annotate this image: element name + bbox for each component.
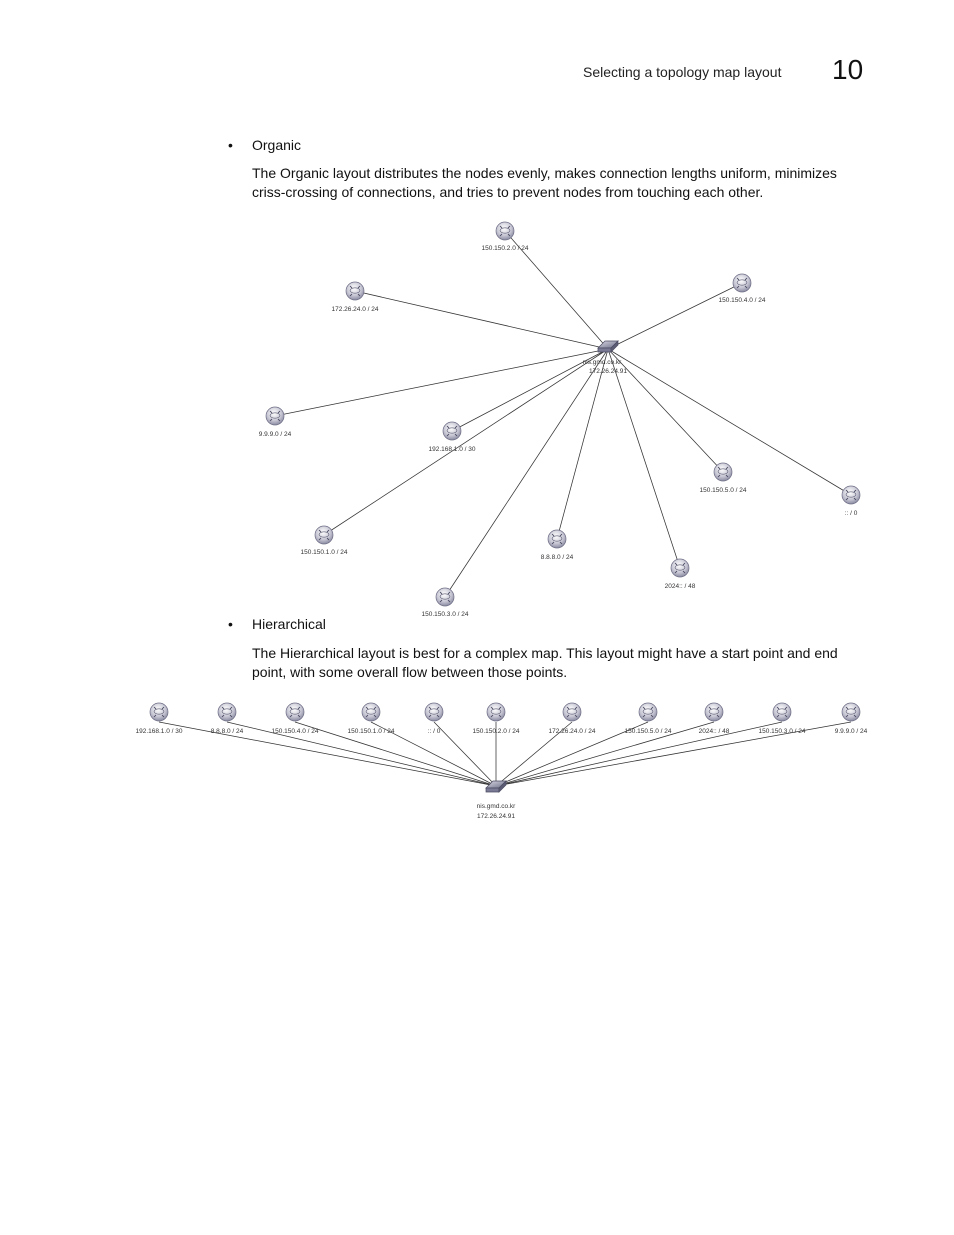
- switch-icon: [598, 341, 618, 352]
- hierarchical-node: [473, 703, 520, 735]
- organic-link: [275, 349, 608, 416]
- router-icon: [842, 703, 860, 721]
- hierarchical-node-label: 8.8.8.0 / 24: [210, 728, 244, 735]
- organic-node: [332, 282, 379, 313]
- hierarchical-node: [348, 703, 395, 735]
- hierarchical-node-label: :: / 0: [427, 728, 441, 735]
- router-icon: [548, 530, 566, 548]
- organic-node-label: 150.150.3.0 / 24: [421, 611, 469, 618]
- organic-node-label: 172.26.24.0 / 24: [331, 306, 379, 313]
- router-icon: [362, 703, 380, 721]
- router-icon: [425, 703, 443, 721]
- organic-node-label: 9.9.9.0 / 24: [258, 431, 292, 438]
- hierarchical-node-label: 9.9.9.0 / 24: [834, 728, 868, 735]
- router-icon: [443, 422, 461, 440]
- organic-heading: Organic: [252, 137, 302, 153]
- hierarchical-node-label: 150.150.2.0 / 24: [472, 728, 520, 735]
- organic-node: [842, 486, 860, 517]
- hierarchical-node: [549, 703, 596, 735]
- router-icon: [487, 703, 505, 721]
- hierarchical-node-label: 150.150.3.0 / 24: [758, 728, 806, 735]
- hierarchical-hub-name: nis.gmd.co.kr: [476, 803, 516, 810]
- organic-node-label: :: / 0: [844, 510, 858, 517]
- organic-node-label: 192.168.1.0 / 30: [428, 446, 476, 453]
- hierarchical-node-label: 172.26.24.0 / 24: [548, 728, 596, 735]
- organic-link: [355, 291, 608, 349]
- router-icon: [315, 526, 333, 544]
- router-icon: [705, 703, 723, 721]
- organic-hub: [583, 341, 628, 375]
- organic-hub-name: nis.gmd.co.kr: [582, 359, 622, 366]
- hierarchical-node-label: 150.150.4.0 / 24: [271, 728, 319, 735]
- organic-link: [608, 349, 680, 568]
- hierarchical-link: [159, 722, 496, 786]
- organic-node: [665, 559, 696, 590]
- hierarchical-node: [425, 703, 443, 735]
- hierarchical-map: [136, 703, 868, 820]
- chapter-number: 10: [832, 54, 864, 85]
- bullet-icon: •: [228, 137, 233, 153]
- router-icon: [714, 463, 732, 481]
- organic-map: [259, 222, 860, 618]
- bullet-icon: •: [228, 616, 233, 632]
- router-icon: [733, 274, 751, 292]
- hierarchical-hub-address: 172.26.24.91: [477, 813, 515, 820]
- organic-node: [700, 463, 747, 494]
- organic-node-label: 2024:: / 48: [664, 583, 696, 590]
- hierarchical-node-label: 150.150.1.0 / 24: [347, 728, 395, 735]
- hierarchical-node-label: 150.150.5.0 / 24: [624, 728, 672, 735]
- organic-hub-address: 172.26.24.91: [589, 368, 627, 375]
- organic-node: [541, 530, 574, 561]
- organic-node: [301, 526, 348, 556]
- hierarchical-description-line: The Hierarchical layout is best for a complex map. This layout might have a start point and end: [252, 645, 838, 661]
- router-icon: [842, 486, 860, 504]
- organic-description-line: The Organic layout distributes the nodes evenly, makes connection lengths uniform, minimizes: [252, 165, 837, 181]
- router-icon: [286, 703, 304, 721]
- router-icon: [496, 222, 514, 240]
- organic-link: [608, 283, 742, 349]
- organic-node: [422, 588, 469, 618]
- hierarchical-node-label: 2024:: / 48: [698, 728, 730, 735]
- organic-node-label: 8.8.8.0 / 24: [540, 554, 574, 561]
- organic-node-label: 150.150.2.0 / 24: [481, 245, 529, 252]
- hierarchical-heading: Hierarchical: [252, 616, 326, 632]
- organic-node-label: 150.150.5.0 / 24: [699, 487, 747, 494]
- router-icon: [346, 282, 364, 300]
- organic-node: [719, 274, 766, 304]
- organic-node-label: 150.150.4.0 / 24: [718, 297, 766, 304]
- hierarchical-hub: [477, 781, 516, 820]
- router-icon: [218, 703, 236, 721]
- hierarchical-link: [496, 722, 714, 786]
- router-icon: [773, 703, 791, 721]
- router-icon: [266, 407, 284, 425]
- organic-link: [445, 349, 608, 597]
- hierarchical-node: [272, 703, 319, 735]
- router-icon: [563, 703, 581, 721]
- running-header-title: Selecting a topology map layout: [583, 64, 782, 80]
- hierarchical-node: [835, 703, 868, 735]
- router-icon: [671, 559, 689, 577]
- organic-description-line: criss-crossing of connections, and tries to prevent nodes from touching each other.: [252, 184, 764, 200]
- hierarchical-node: [136, 703, 183, 735]
- hierarchical-node-label: 192.168.1.0 / 30: [135, 728, 183, 735]
- router-icon: [639, 703, 657, 721]
- organic-node: [429, 422, 476, 453]
- hierarchical-link: [295, 722, 496, 786]
- organic-nodes: [259, 222, 860, 618]
- hierarchical-node: [759, 703, 806, 735]
- hierarchical-nodes: [136, 703, 868, 735]
- router-icon: [436, 588, 454, 606]
- hierarchical-node: [625, 703, 672, 735]
- organic-node: [259, 407, 292, 438]
- router-icon: [150, 703, 168, 721]
- organic-node-label: 150.150.1.0 / 24: [300, 549, 348, 556]
- hierarchical-node: [211, 703, 244, 735]
- hierarchical-description-line: point, with some overall flow between those points.: [252, 664, 568, 680]
- organic-node: [482, 222, 529, 252]
- hierarchical-node: [699, 703, 730, 735]
